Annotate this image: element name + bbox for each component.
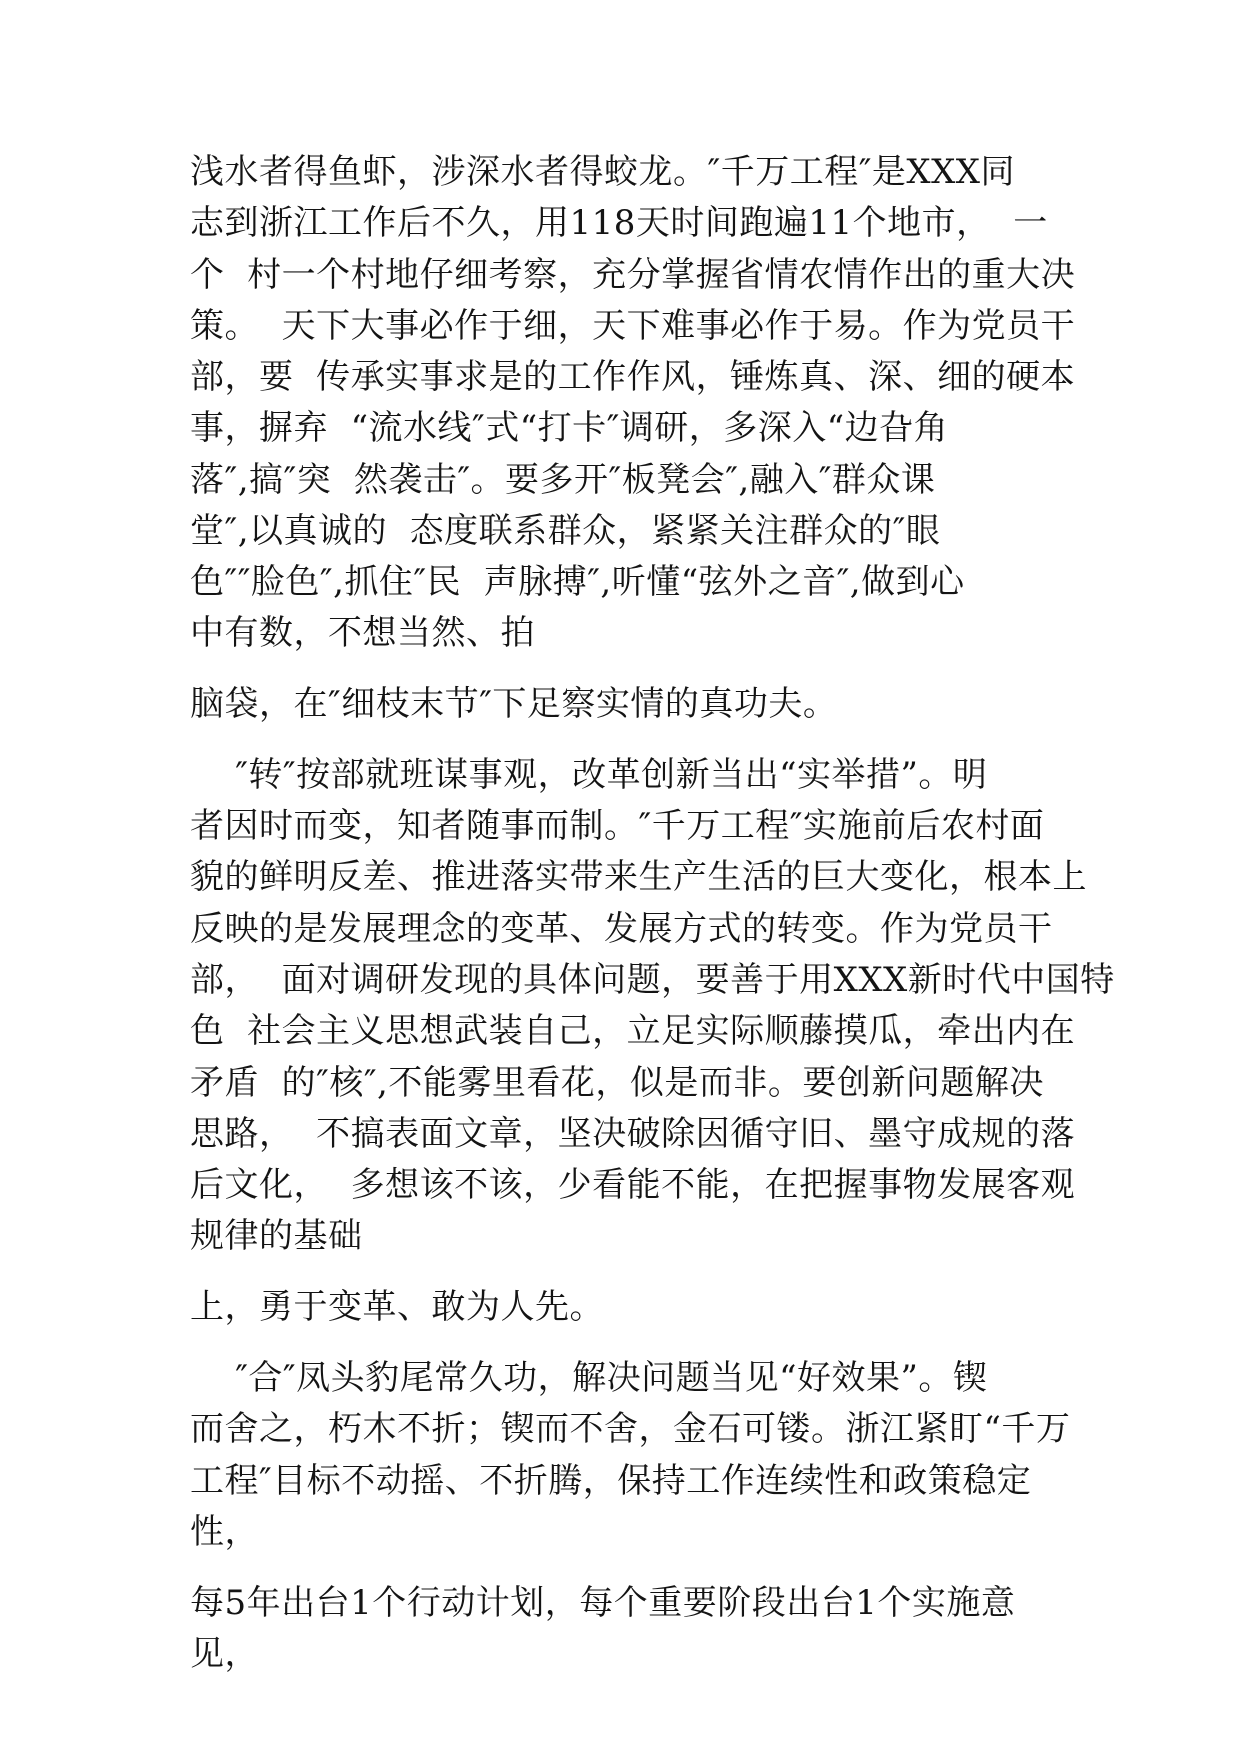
text-line: 部， 面对调研发现的具体问题，要善于用XXX新时代中国特 — [190, 960, 1115, 1000]
text-line: 策。 天下大事必作于细，天下难事必作于易。作为党员干 — [190, 306, 1076, 346]
text-line: 上，勇于变革、敢为人先。 — [190, 1287, 604, 1327]
text-line: 反映的是发展理念的变革、发展方式的转变。作为党员干 — [190, 909, 1053, 949]
text-line: 浅水者得鱼虾，涉深水者得蛟龙。″千万工程″是XXX同 — [190, 152, 1016, 192]
text-line: 事，摒弃 “流水线″式“打卡″调研，多深入“边旮角 — [190, 408, 949, 448]
text-line: 每5年出台1个行动计划，每个重要阶段出台1个实施意 — [190, 1583, 1016, 1623]
text-line: 性， — [190, 1512, 259, 1552]
text-line: 色 社会主义思想武装自己，立足实际顺藤摸瓜，牵出内在 — [190, 1011, 1076, 1051]
text-line: 志到浙江工作后不久，用118天时间跑遍11个地市， 一 — [190, 203, 1048, 243]
paragraph-start: ″合″凤头豹尾常久功，解决问题当见“好效果”。锲 — [190, 1358, 988, 1398]
text-line: 工程″目标不动摇、不折腾，保持工作连续性和政策稳定 — [190, 1461, 1032, 1501]
text-line: 貌的鲜明反差、推进落实带来生产生活的巨大变化，根本上 — [190, 857, 1087, 897]
text-line: 规律的基础 — [190, 1216, 363, 1256]
text-line: 中有数，不想当然、拍 — [190, 613, 535, 653]
text-line: 后文化， 多想该不该，少看能不能，在把握事物发展客观 — [190, 1165, 1076, 1205]
text-line: 色″″脸色″,抓住″民 声脉搏″,听懂“弦外之音″,做到心 — [190, 562, 965, 602]
text-line: 脑袋，在″细枝末节″下足察实情的真功夫。 — [190, 684, 838, 724]
text-line: 思路， 不搞表面文章，坚决破除因循守旧、墨守成规的落 — [190, 1114, 1076, 1154]
text-line: 见， — [190, 1634, 259, 1674]
text-line: 矛盾 的″核″,不能雾里看花，似是而非。要创新问题解决 — [190, 1063, 1044, 1103]
text-line: 者因时而变，知者随事而制。″千万工程″实施前后农村面 — [190, 806, 1045, 846]
text-line: 落″,搞″突 然袭击″。要多开″板凳会″,融入″群众课 — [190, 460, 936, 500]
paragraph-start: ″转″按部就班谋事观，改革创新当出“实举措”。明 — [190, 755, 988, 795]
text-line: 部，要 传承实事求是的工作作风，锤炼真、深、细的硬本 — [190, 357, 1076, 397]
text-line: 而舍之，朽木不折；锲而不舍，金石可镂。浙江紧盯“千万 — [190, 1409, 1071, 1449]
text-line: 堂″,以真诚的 态度联系群众，紧紧关注群众的″眼 — [190, 511, 941, 551]
text-line: 个 村一个村地仔细考察，充分掌握省情农情作出的重大决 — [190, 255, 1076, 295]
